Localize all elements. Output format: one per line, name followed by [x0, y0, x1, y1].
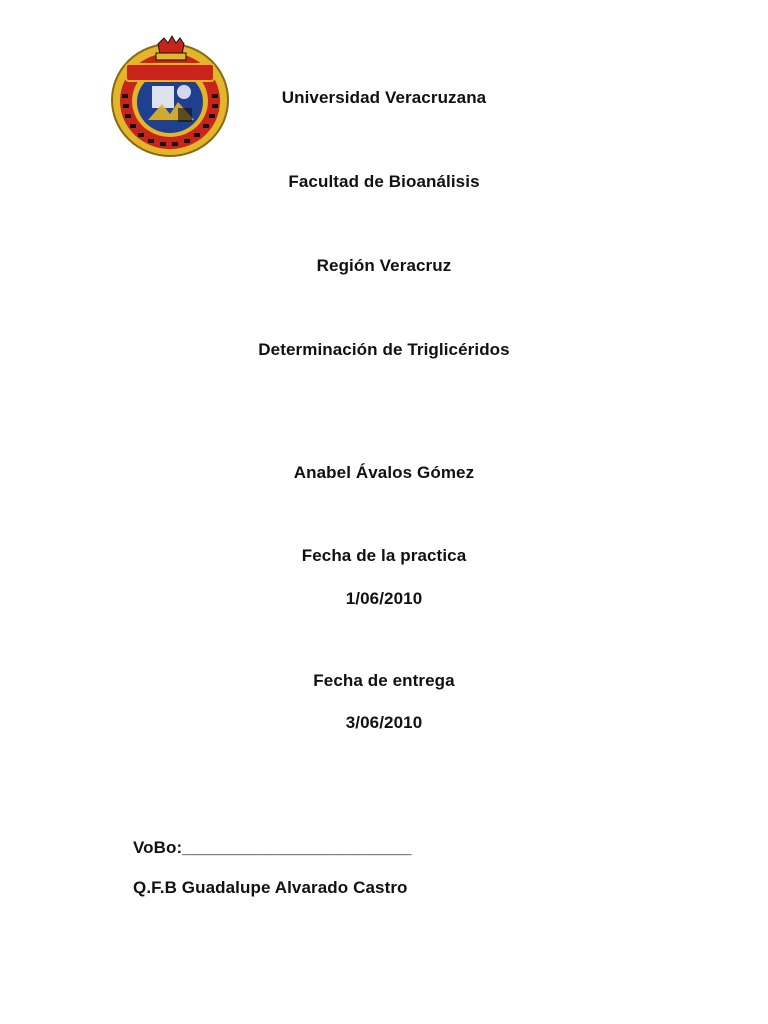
practice-date-label: Fecha de la practica [301, 546, 467, 565]
region-name: Región Veracruz [316, 256, 452, 275]
delivery-date-label: Fecha de entrega [313, 671, 455, 690]
practice-date-value: 1/06/2010 [345, 589, 423, 608]
university-name: Universidad Veracruzana [281, 88, 487, 107]
faculty-name: Facultad de Bioanálisis [288, 172, 480, 191]
vobo-signature-line: VoBo:________________________ [133, 838, 412, 857]
signer-name: Q.F.B Guadalupe Alvarado Castro [133, 878, 408, 897]
document-title: Determinación de Triglicéridos [258, 340, 510, 359]
delivery-date-value: 3/06/2010 [345, 713, 423, 732]
author-name: Anabel Ávalos Gómez [293, 463, 475, 482]
